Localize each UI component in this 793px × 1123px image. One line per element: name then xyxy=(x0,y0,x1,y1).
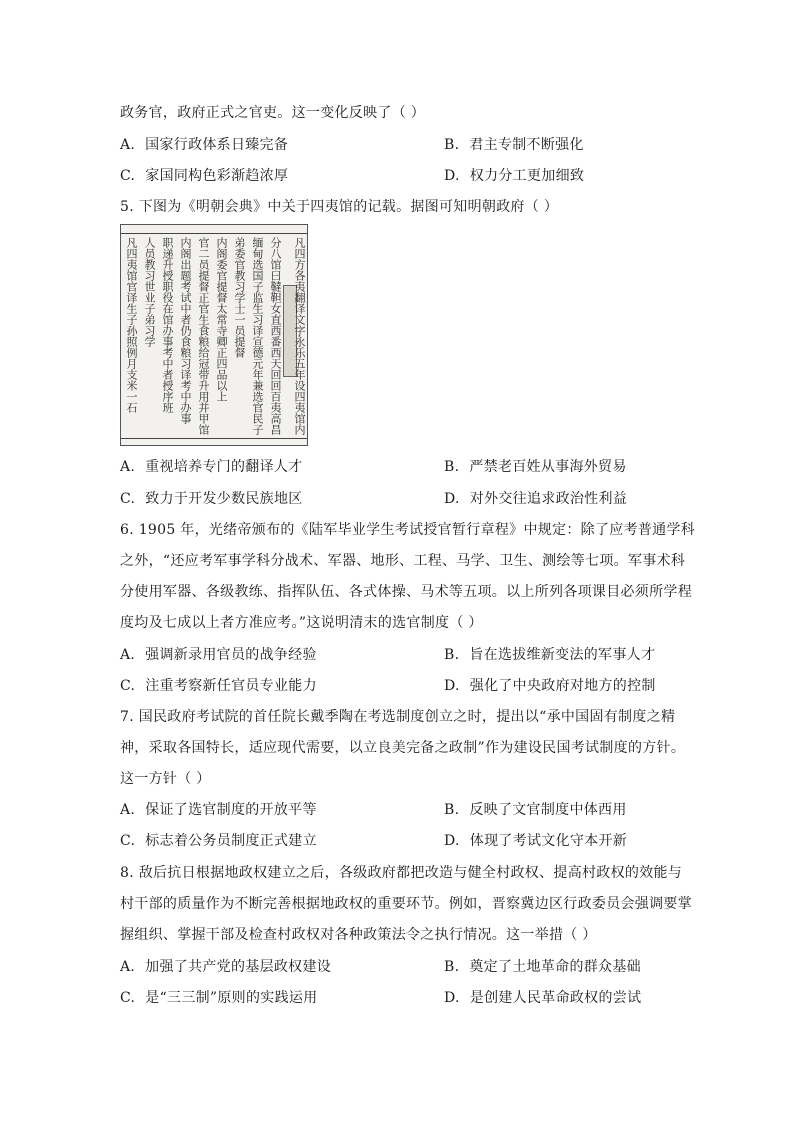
option-label: B. xyxy=(444,959,460,975)
q8-stem-line-2: 村干部的质量作为不断完善根据地政权的重要环节。例如，晋察冀边区行政委员会强调要掌 xyxy=(120,896,692,912)
q5-option-c[interactable] xyxy=(120,489,303,509)
option-text: 强化了中央政府对地方的控制 xyxy=(469,678,656,694)
q7-option-b[interactable] xyxy=(444,800,627,820)
q8-option-c[interactable] xyxy=(120,988,317,1008)
q7-option-d[interactable] xyxy=(444,831,627,851)
q5-stem: 5. 下图为《明朝会典》中关于四夷馆的记载。据图可知明朝政府（ ） xyxy=(120,199,559,215)
option-text: 重视培养专门的翻译人才 xyxy=(145,459,303,475)
q4-option-a[interactable] xyxy=(120,135,288,155)
option-label: C. xyxy=(120,168,136,184)
option-label: D. xyxy=(444,168,460,184)
document-column: 凡四方各夷翻译文字永乐五年设四夷馆内 xyxy=(293,237,306,435)
option-text: 保证了选官制度的开放平等 xyxy=(145,802,317,818)
q6-stem-line-4: 度均及七成以上者方准应考。”这说明清末的选官制度（ ） xyxy=(120,615,483,631)
option-label: D. xyxy=(444,833,460,849)
option-label: B. xyxy=(444,647,460,663)
q8-stem-line-1: 8. 敌后抗日根据地政权建立之后，各级政府都把改造与健全村政权、提高村政权的效能与 xyxy=(120,865,683,881)
option-label: A. xyxy=(120,959,136,975)
document-column: 职递升授职役在馆办事考中者授序班 xyxy=(161,237,174,413)
document-column: 内阁委官提督太常寺卿正四品以上 xyxy=(215,237,228,402)
option-text: 奠定了土地革命的群众基础 xyxy=(469,959,641,975)
document-column: 人员教习世业子弟习学 xyxy=(143,237,156,347)
option-label: A. xyxy=(120,137,136,153)
option-text: 注重考察新任官员专业能力 xyxy=(145,678,317,694)
q8-option-d[interactable] xyxy=(444,988,641,1008)
q6-stem-line-3: 分使用军器、各级教练、指挥队伍、各式体操、马术等五项。以上所列各项课目必须所学程 xyxy=(120,584,692,600)
q7-stem-line-3: 这一方针（ ） xyxy=(120,771,211,787)
ming-huidian-document-image xyxy=(120,224,308,446)
option-label: B. xyxy=(444,137,460,153)
option-label: C. xyxy=(120,833,136,849)
q4-option-c[interactable] xyxy=(120,166,288,186)
q7-stem-line-2: 神，采取各国特长，适应现代需要，以立良美完备之政制”作为建设民国考试制度的方针。 xyxy=(120,740,686,756)
document-column: 凡四夷馆官译生子孙照例月支米一石 xyxy=(125,237,138,413)
option-text: 君主专制不断强化 xyxy=(469,137,584,153)
q5-option-b[interactable] xyxy=(444,457,627,477)
q6-stem-line-2: 之外，“还应考军事学科分战术、军器、地形、工程、马学、卫生、测绘等七项。军事术科 xyxy=(120,553,686,569)
option-text: 是创建人民革命政权的尝试 xyxy=(469,990,642,1006)
q5-option-a[interactable] xyxy=(120,457,302,477)
option-text: 对外交往追求政治性利益 xyxy=(469,491,628,507)
option-text: 家国同构色彩渐趋浓厚 xyxy=(145,168,289,184)
option-label: A. xyxy=(120,459,136,475)
option-text: 国家行政体系日臻完备 xyxy=(145,137,289,153)
option-label: A. xyxy=(120,802,136,818)
option-text: 权力分工更加细致 xyxy=(469,168,585,184)
option-label: C. xyxy=(120,491,136,507)
q6-option-d[interactable] xyxy=(444,676,656,696)
option-text: 旨在选拔维新变法的军事人才 xyxy=(469,647,656,663)
option-label: D. xyxy=(444,678,460,694)
option-text: 加强了共产党的基层政权建设 xyxy=(145,959,332,975)
q6-option-c[interactable] xyxy=(120,676,317,696)
document-column: 弟委官教习学士一员提督 xyxy=(233,237,246,358)
option-text: 是“三三制”原则的实践运用 xyxy=(145,990,318,1006)
q6-stem-line-1: 6. 1905 年，光绪帝颁布的《陆军毕业学生考试授官暂行章程》中规定：除了应考普通学科 xyxy=(120,522,696,538)
document-column: 分八馆曰韃靼女直西番西天回回百夷高昌 xyxy=(269,237,282,435)
option-label: D. xyxy=(444,491,460,507)
option-label: D. xyxy=(444,990,460,1006)
q8-stem-line-3: 握组织、掌握干部及检查村政权对各种政策法令之执行情况。这一举措（ ） xyxy=(120,927,597,943)
q6-option-a[interactable] xyxy=(120,645,317,665)
document-column: 缅甸选国子监生习译宣德元年兼选官民子 xyxy=(251,237,264,435)
q7-stem-line-1: 7. 国民政府考试院的首任院长戴季陶在考选制度创立之时，提出以“承中国固有制度之精 xyxy=(120,709,676,725)
q4-option-d[interactable] xyxy=(444,166,584,186)
option-text: 标志着公务员制度正式建立 xyxy=(145,833,317,849)
q6-option-b[interactable] xyxy=(444,645,655,665)
option-text: 致力于开发少数民族地区 xyxy=(145,491,303,507)
option-text: 强调新录用官员的战争经验 xyxy=(145,647,317,663)
option-text: 体现了考试文化守本开新 xyxy=(469,833,628,849)
document-column: 官二员提督正官生食粮给冠带升用并甲馆 xyxy=(197,237,210,435)
q4-option-b[interactable] xyxy=(444,135,584,155)
option-text: 严禁老百姓从事海外贸易 xyxy=(469,459,627,475)
q8-option-b[interactable] xyxy=(444,957,641,977)
q4-stem-tail: 政务官，政府正式之官吏。这一变化反映了（ ） xyxy=(120,105,426,121)
q7-option-a[interactable] xyxy=(120,800,317,820)
q5-option-d[interactable] xyxy=(444,489,627,509)
option-label: B. xyxy=(444,459,460,475)
q7-option-c[interactable] xyxy=(120,831,317,851)
q8-option-a[interactable] xyxy=(120,957,331,977)
option-label: C. xyxy=(120,990,136,1006)
option-text: 反映了文官制度中体西用 xyxy=(469,802,627,818)
option-label: B. xyxy=(444,802,460,818)
option-label: C. xyxy=(120,678,136,694)
option-label: A. xyxy=(120,647,136,663)
document-column: 内阁出题考试中者仍食粮习译考中办事 xyxy=(179,237,192,424)
